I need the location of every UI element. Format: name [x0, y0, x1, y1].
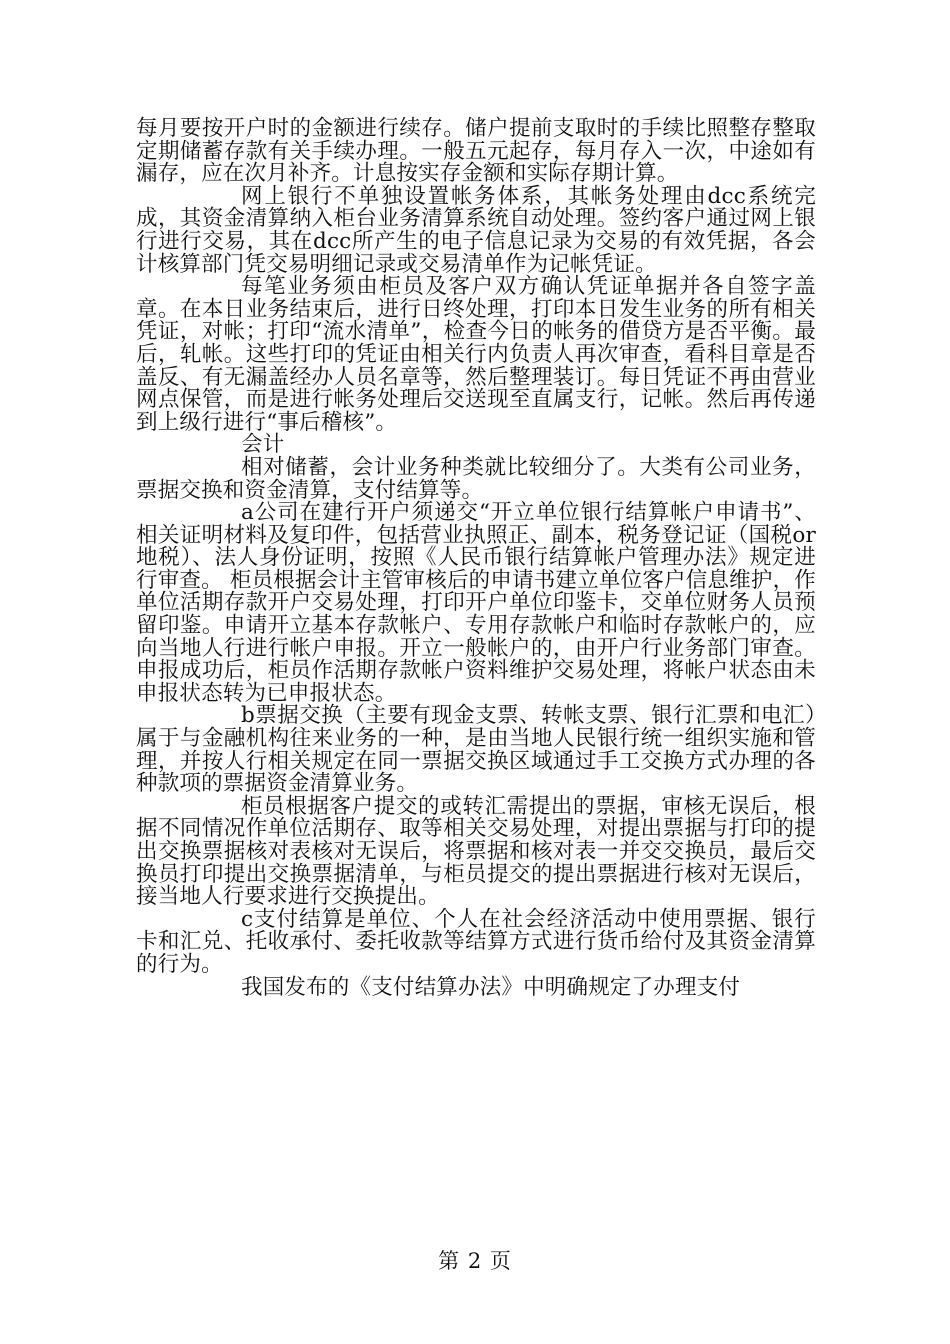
paragraph: c支付结算是单位、个人在社会经济活动中使用票据、银行卡和汇兑、托收承付、委托收款等结算方式进行货币给付及其资金清算的行为。: [136, 906, 816, 977]
document-body: [136, 118, 816, 999]
paragraph: 每笔业务须由柜员及客户双方确认凭证单据并各自签字盖章。在本日业务结束后，进行日终处理，打印本日发生业务的所有相关凭证，对帐；打印“流水清单”，检查今日的帐务的借贷方是否平衡。最后，轧帐。这些打印的凭证由相关行内负责人再次审查，看科目章是否盖反、有无漏盖经办人员名章等，然后整理装订。每日凭证不再由营业网点保管，而是进行帐务处理后交送现至直属支行，记帐。然后再传递到上级行进行“事后稽核”。: [136, 274, 816, 435]
paragraph: 柜员根据客户提交的或转汇需提出的票据，审核无误后，根据不同情况作单位活期存、取等相关交易处理，对提出票据与打印的提出交换票据核对表核对无误后，将票据和核对表一并交交换员，最后交换员打印提出交换票据清单，与柜员提交的提出票据进行核对无误后，接当地人行要求进行交换提出。: [136, 793, 816, 910]
paragraph: 网上银行不单独设置帐务体系，其帐务处理由dcc系统完成，其资金清算纳入柜台业务清算系统自动处理。签约客户通过网上银行进行交易，其在dcc所产生的电子信息记录为交易的有效凭据，各会计核算部门凭交易明细记录或交易清单作为记帐凭证。: [136, 183, 816, 277]
paragraph: 相对储蓄，会计业务种类就比较细分了。大类有公司业务，票据交换和资金清算，支付结算等。: [136, 454, 816, 503]
paragraph: 每月要按开户时的金额进行续存。储户提前支取时的手续比照整存整取定期储蓄存款有关手续办理。一般五元起存，每月存入一次，中途如有漏存，应在次月补齐。计息按实存金额和实际存期计算。: [136, 116, 816, 187]
paragraph: a公司在建行开户须递交“开立单位银行结算帐户申请书”、相关证明材料及复印件，包括营业执照正、副本，税务登记证（国税or地税）、法人身份证明，按照《人民币银行结算帐户管理办法》规定进行审查。 柜员根据会计主管审核后的申请书建立单位客户信息维护，作单位活期存款开户交易处理，打印开户单位印鉴卡，交单位财务人员预留印鉴。申请开立基本存款帐户、专用存款帐户和临时存款帐户的，应向当地人行进行帐户申报。开立一般帐户的，由开户行业务部门审查。申报成功后，柜员作活期存款帐户资料维护交易处理，将帐户状态由未申报状态转为已申报状态。: [136, 500, 816, 706]
section-heading: 会计: [241, 432, 285, 458]
page-number: 第 2 页: [438, 1249, 512, 1273]
paragraph: b票据交换（主要有现金支票、转帐支票、银行汇票和电汇）属于与金融机构往来业务的一种，是由当地人民银行统一组织实施和管理，并按人行相关规定在同一票据交换区域通过手工交换方式办理的各种款项的票据资金清算业务。: [136, 703, 816, 797]
paragraph: 我国发布的《支付结算办法》中明确规定了办理支付: [241, 974, 741, 1000]
